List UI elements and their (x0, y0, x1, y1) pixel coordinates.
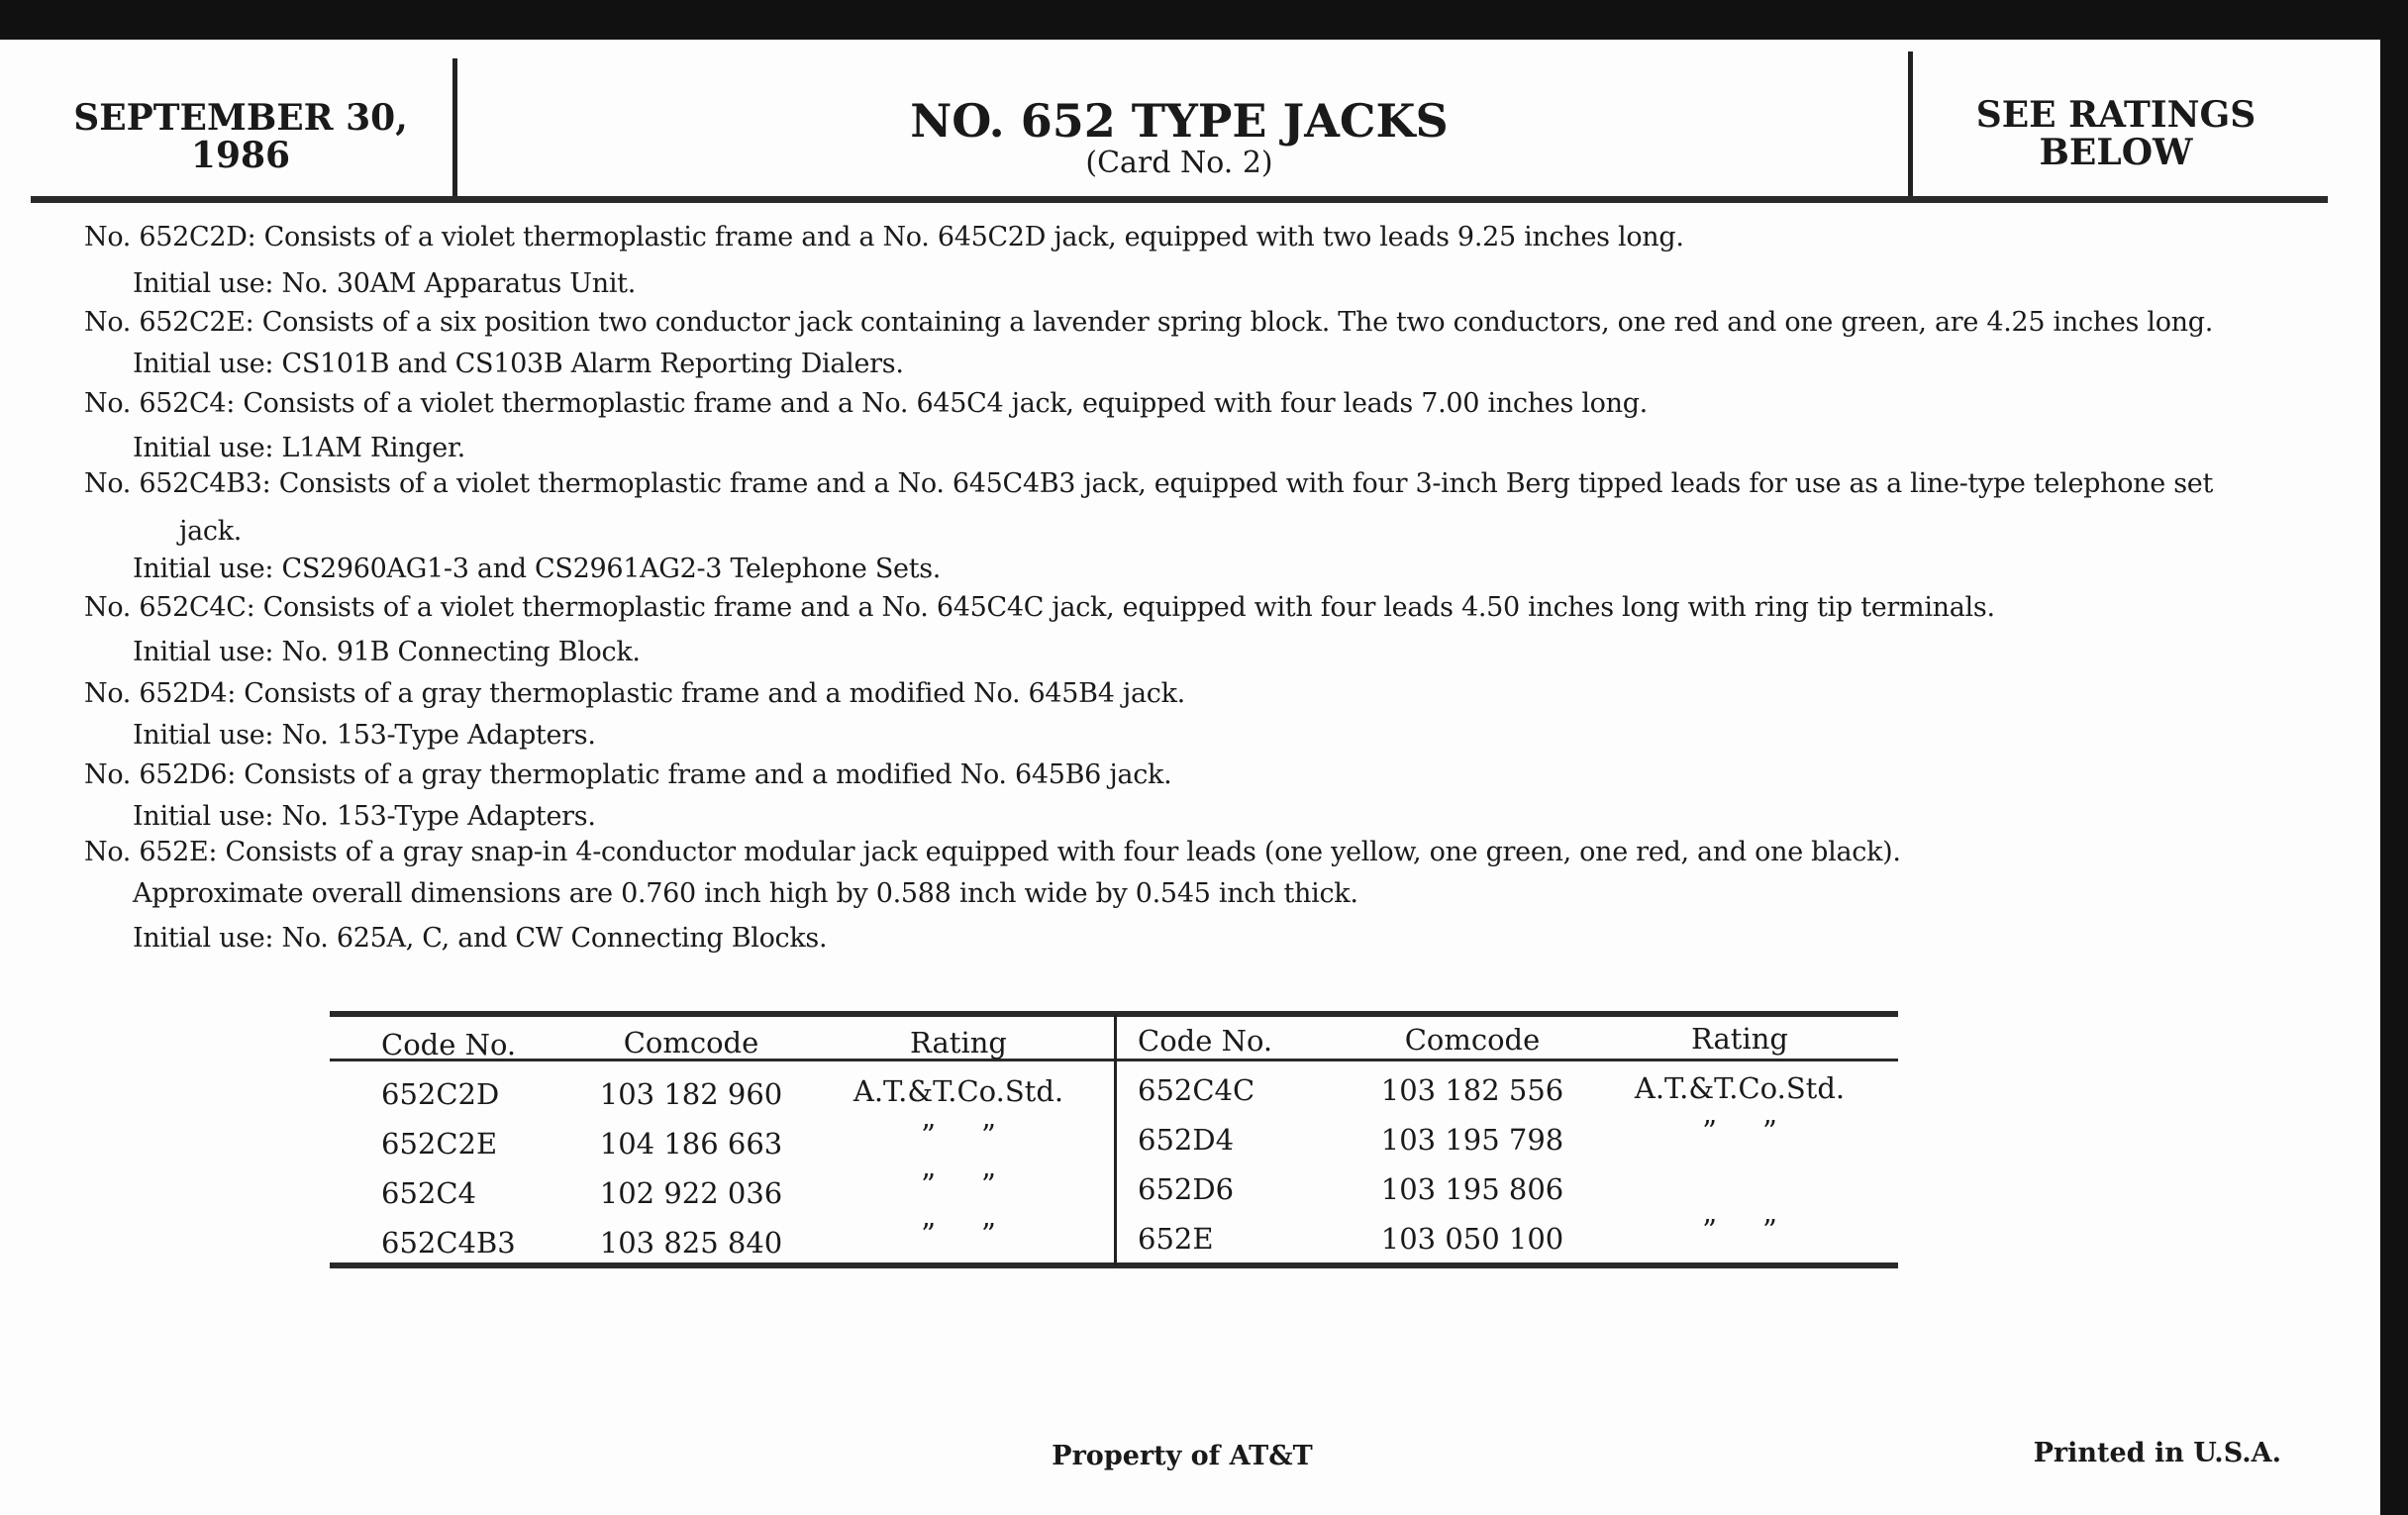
code-cell: 652E (1138, 1222, 1214, 1256)
rating-cell: ” ” (921, 1118, 996, 1152)
rating-cell: ” ” (921, 1167, 996, 1201)
code-cell: 652C4C (1138, 1073, 1255, 1107)
column-header-comcode: Comcode (1404, 1023, 1541, 1057)
body-line: No. 652D6: Consists of a gray thermoplatic frame and a modified No. 645B6 jack. (84, 759, 1172, 790)
date-line-1: SEPTEMBER 30, (73, 97, 408, 139)
body-line: No. 652C2D: Consists of a violet thermoplastic frame and a No. 645C2D jack, equipped with two leads 9.25 inches long. (84, 222, 1684, 252)
code-cell: 652D6 (1138, 1172, 1235, 1206)
body-line: No. 652E: Consists of a gray snap-in 4-conductor modular jack equipped with four leads (one yellow, one green, one red, and one black). (84, 837, 1901, 867)
comcode-cell: 103 182 556 (1380, 1073, 1564, 1107)
code-cell: 652C4 (381, 1176, 476, 1210)
header-divider-right (1908, 51, 1913, 200)
rating-cell: ” ” (921, 1217, 996, 1251)
body-line: Initial use: L1AM Ringer. (133, 433, 465, 463)
body-line: Initial use: No. 153-Type Adapters. (133, 801, 596, 832)
body-line: Initial use: No. 153-Type Adapters. (133, 720, 596, 751)
body-line: Initial use: CS2960AG1-3 and CS2961AG2-3 Telephone Sets. (133, 554, 942, 584)
body-line: No. 652C4B3: Consists of a violet thermoplastic frame and a No. 645C4B3 jack, equipped with four 3-inch Berg tipped leads for use as a line-type telephone set (84, 468, 2213, 499)
body-line: Initial use: No. 91B Connecting Block. (133, 637, 641, 667)
card-title-block (910, 95, 1449, 180)
card-date (73, 99, 408, 174)
header-rule (31, 196, 2328, 203)
comcode-cell: 103 195 806 (1380, 1172, 1564, 1206)
rating-cell: ” ” (1702, 1114, 1777, 1148)
body-line: No. 652C2E: Consists of a six position two conductor jack containing a lavender spring block. The two conductors, one red and one green, are 4.25 inches long. (84, 307, 2214, 338)
body-line: Initial use: CS101B and CS103B Alarm Reporting Dialers. (133, 349, 904, 379)
ratings-note (1976, 96, 2257, 171)
rating-cell: A.T.&T.Co.Std. (853, 1074, 1064, 1108)
comcode-cell: 102 922 036 (599, 1176, 783, 1210)
body-line: No. 652C4C: Consists of a violet thermoplastic frame and a No. 645C4C jack, equipped with four leads 4.50 inches long with ring tip terminals. (84, 592, 1995, 623)
ratings-line-1: SEE RATINGS (1975, 94, 2257, 136)
body-line: No. 652C4: Consists of a violet thermoplastic frame and a No. 645C4 jack, equipped with four leads 7.00 inches long. (84, 388, 1648, 419)
body-line: Initial use: No. 625A, C, and CW Connecting Blocks. (133, 923, 828, 954)
comcode-cell: 103 050 100 (1380, 1222, 1564, 1256)
body-line: No. 652D4: Consists of a gray thermoplastic frame and a modified No. 645B4 jack. (84, 678, 1185, 709)
comcode-cell: 103 182 960 (599, 1077, 783, 1111)
column-header-code: Code No. (381, 1028, 517, 1061)
body-line: Initial use: No. 30AM Apparatus Unit. (133, 268, 637, 299)
column-header-comcode: Comcode (623, 1026, 759, 1060)
rating-cell: ” ” (1702, 1213, 1777, 1247)
column-header-rating: Rating (1691, 1022, 1788, 1056)
body-line: Approximate overall dimensions are 0.760 inch high by 0.588 inch wide by 0.545 inch thick. (133, 878, 1358, 909)
column-header-rating: Rating (910, 1026, 1007, 1060)
body-line: jack. (179, 516, 243, 547)
code-cell: 652C4B3 (381, 1226, 516, 1260)
code-cell: 652D4 (1138, 1123, 1235, 1157)
printed-notice: Printed in U.S.A. (2033, 1438, 2281, 1468)
rating-cell: A.T.&T.Co.Std. (1634, 1071, 1846, 1105)
table-center-divider (1114, 1014, 1117, 1265)
date-line-2: 1986 (190, 135, 291, 176)
card-subtitle: (Card No. 2) (1085, 146, 1273, 180)
code-cell: 652C2D (381, 1077, 500, 1111)
header-divider-left (452, 58, 457, 203)
ratings-line-2: BELOW (2039, 132, 2193, 173)
comcode-cell: 103 195 798 (1380, 1123, 1564, 1157)
card-title: NO. 652 TYPE JACKS (910, 94, 1449, 148)
column-header-code: Code No. (1138, 1024, 1273, 1058)
comcode-cell: 104 186 663 (599, 1127, 783, 1161)
code-cell: 652C2E (381, 1127, 498, 1161)
property-notice: Property of AT&T (1052, 1441, 1313, 1471)
comcode-cell: 103 825 840 (599, 1226, 783, 1260)
